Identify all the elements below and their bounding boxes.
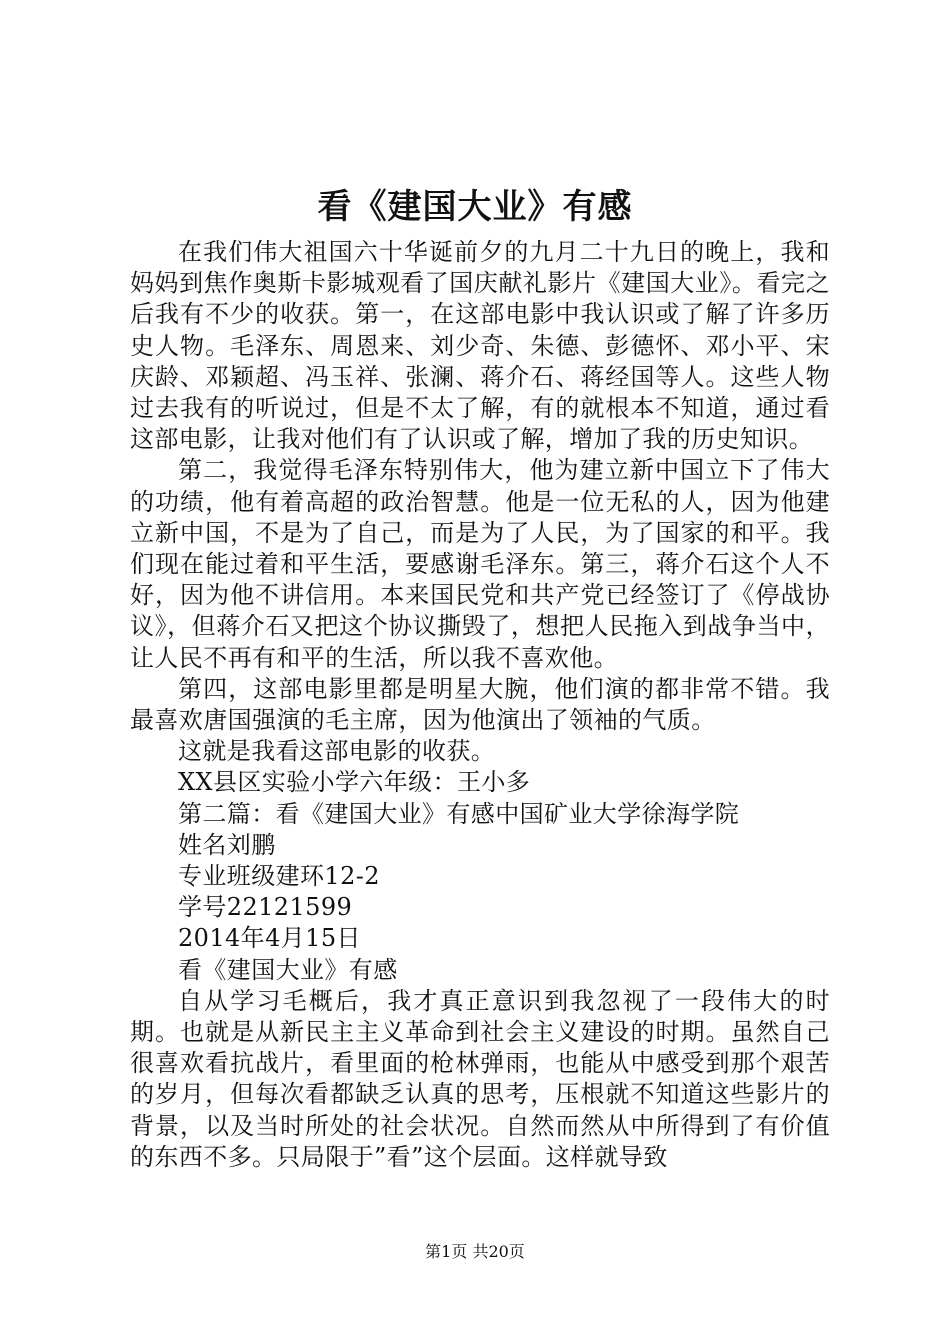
paragraph-2: 第二，我觉得毛泽东特别伟大，他为建立新中国立下了伟大的功绩，他有着高超的政治智慧。他是一位无私的人，因为他建立新中国，不是为了自己，而是为了人民，为了国家的和平。我们现在能过着和平生活，要感谢毛泽东。第三，蒋介石这个人不好，因为他不讲信用。本来国民党和共产党已经签订了《停战协议》，但蒋介石又把这个协议撕毁了，想把人民拖入到战争当中，让人民不再有和平的生活，所以我不喜欢他。 [130, 456, 830, 672]
paragraph-final: 自从学习毛概后，我才真正意识到我忽视了一段伟大的时期。也就是从新民主主义革命到社会主义建设的时期。虽然自己很喜欢看抗战片，看里面的枪林弹雨，也能从中感受到那个艰苦的岁月，但每次看都缺乏认真的思考，压根就不知道这些影片的背景，以及当时所处的社会状况。自然而然从中所得到了有价值的东西不多。只局限于”看”这个层面。这样就导致 [130, 986, 830, 1171]
student-id-line: 学号22121599 [178, 893, 353, 922]
class-line: 专业班级建环12-2 [178, 862, 380, 891]
name-line: 姓名刘鹏 [178, 830, 276, 859]
page-number-footer: 第1页 共20页 [425, 1242, 525, 1261]
document-body [130, 237, 830, 1173]
second-article-heading: 第二篇：看《建国大业》有感中国矿业大学徐海学院 [178, 799, 740, 828]
paragraph-1: 在我们伟大祖国六十华诞前夕的九月二十九日的晚上，我和妈妈到焦作奥斯卡影城观看了国庆献礼影片《建国大业》。看完之后我有不少的收获。第一，在这部电影中我认识或了解了许多历史人物。毛泽东、周恩来、刘少奇、朱德、彭德怀、邓小平、宋庆龄、邓颖超、冯玉祥、张澜、蒋介石、蒋经国等人。这些人物过去我有的听说过，但是不太了解，有的就根本不知道，通过看这部电影，让我对他们有了认识或了解，增加了我的历史知识。 [130, 238, 830, 454]
author-line: XX县区实验小学六年级：王小多 [178, 768, 531, 797]
second-article-title: 看《建国大业》有感 [178, 955, 398, 984]
document-title: 看《建国大业》有感 [317, 187, 633, 227]
paragraph-3: 第四，这部电影里都是明星大腕，他们演的都非常不错。我最喜欢唐国强演的毛主席，因为他演出了领袖的气质。 [130, 674, 830, 735]
date-line: 2014年4月15日 [178, 924, 361, 953]
closing-line: 这就是我看这部电影的收获。 [178, 737, 496, 766]
